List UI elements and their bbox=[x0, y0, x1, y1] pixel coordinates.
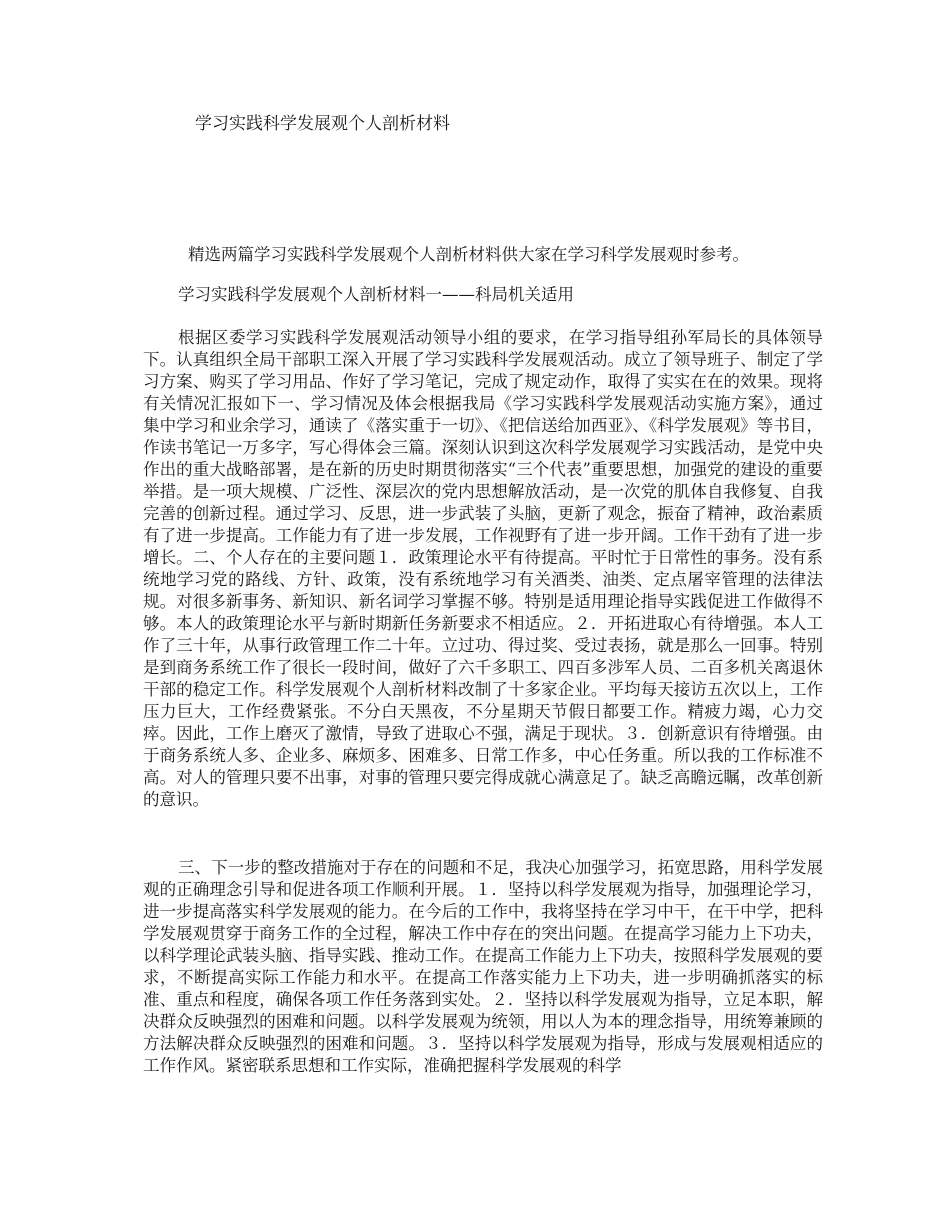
body-paragraph-2: 三、下一步的整改措施对于存在的问题和不足，我决心加强学习，拓宽思路，用科学发展观的正确理念引导和促进各项工作顺利开展。１．坚持以科学发展观为指导，加强理论学习，进一步提高落实科学发展观的能力。在今后的工作中，我将坚持在学习中干，在干中学，把科学发展观贯穿于商务工作的全过程，解决工作中存在的突出问题。在提高学习能力上下功夫，以科学理论武装头脑、指导实践、推动工作。在提高工作能力上下功夫，按照科学发展观的要求，不断提高实际工作能力和水平。在提高工作落实能力上下功夫，进一步明确抓落实的标准、重点和程度，确保各项工作任务落到实处。２．坚持以科学发展观为指导，立足本职，解决群众反映强烈的困难和问题。以科学发展观为统领，用以人为本的理念指导，用统筹兼顾的方法解决群众反映强烈的困难和问题。３．坚持以科学发展观为指导，形成与发展观相适应的工作作风。紧密联系思想和工作实际，准确把握科学发展观的科学 bbox=[143, 858, 823, 1075]
intro-text: 精选两篇学习实践科学发展观个人剖析材料供大家在学习科学发展观时参考。 bbox=[188, 245, 749, 264]
body-paragraph-1: 根据区委学习实践科学发展观活动领导小组的要求，在学习指导组孙军局长的具体领导下。认真组织全局干部职工深入开展了学习实践科学发展观活动。成立了领导班子、制定了学习方案、购买了学习用品、作好了学习笔记，完成了规定动作，取得了实实在在的效果。现将有关情况汇报如下一、学习情况及体会根据我局《学习实践科学发展观活动实施方案》，通过集中学习和业余学习，通读了《落实重于一切》、《把信送给加西亚》、《科学发展观》等书目，作读书笔记一万多字，写心得体会三篇。深刻认识到这次科学发展观学习实践活动，是党中央作出的重大战略部署，是在新的历史时期贯彻落实“三个代表”重要思想，加强党的建设的重要举措。是一项大规模、广泛性、深层次的党内思想解放活动，是一次党的肌体自我修复、自我完善的创新过程。通过学习、反思，进一步武装了头脑，更新了观念，振奋了精神，政治素质有了进一步提高。工作能力有了进一步发展，工作视野有了进一步开阔。工作干劲有了进一步增长。二、个人存在的主要问题１．政策理论水平有待提高。平时忙于日常性的事务。没有系统地学习党的路线、方针、政策，没有系统地学习有关酒类、油类、定点屠宰管理的法律法规。对很多新事务、新知识、新名词学习掌握不够。特别是适用理论指导实践促进工作做得不够。本人的政策理论水平与新时期新任务新要求不相适应。２．开拓进取心有待增强。本人工作了三十年，从事行政管理工作二十年。立过功、得过奖、受过表扬，就是那么一回事。特别是到商务系统工作了很长一段时间，做好了六千多职工、四百多涉军人员、二百多机关离退休干部的稳定工作。科学发展观个人剖析材料改制了十多家企业。平均每天接访五次以上，工作压力巨大，工作经费紧张。不分白天黑夜，不分星期天节假日都要工作。精疲力竭，心力交瘁。因此，工作上磨灭了激情，导致了进取心不强，满足于现状。３．创新意识有待增强。由于商务系统人多、企业多、麻烦多、困难多、日常工作多，中心任务重。所以我的工作标准不高。对人的管理只要不出事，对事的管理只要完得成就心满意足了。缺乏高瞻远瞩，改革创新的意识。 bbox=[143, 328, 823, 809]
section-subtitle: 学习实践科学发展观个人剖析材料一——科局机关适用 bbox=[178, 285, 574, 304]
document-title: 学习实践科学发展观个人剖析材料 bbox=[195, 114, 450, 134]
